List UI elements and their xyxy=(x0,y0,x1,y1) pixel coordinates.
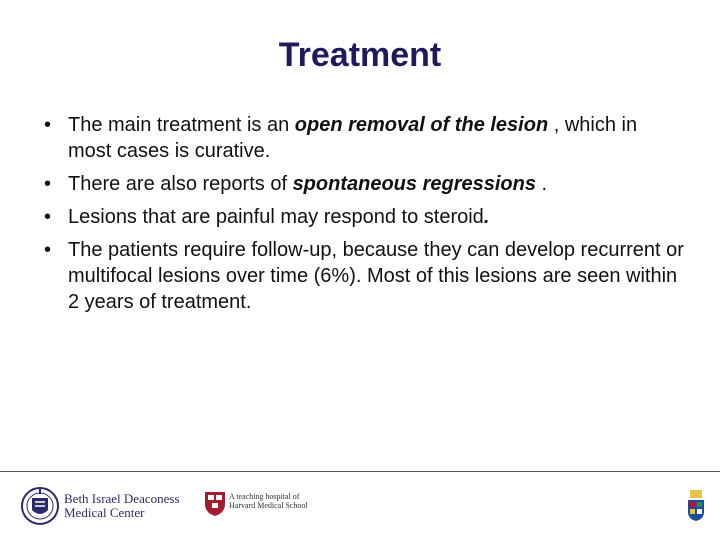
footer-divider xyxy=(0,471,720,472)
harvard-shield-icon xyxy=(204,491,226,517)
bidmc-name-line2: Medical Center xyxy=(64,505,145,520)
bullet-item xyxy=(44,112,684,164)
bullet-text: The patients require follow-up, because they can develop recurrent or multifocal lesions over time (6%). Most of this lesions are seen within 2 years of treatment. xyxy=(68,239,684,313)
harvard-line1: A teaching hospital of xyxy=(229,492,300,501)
bullet-text: The main treatment is an xyxy=(68,114,295,136)
bullet-text-end: . xyxy=(535,173,548,195)
harvard-wordmark xyxy=(229,492,308,510)
bullet-text-end: , which in most cases is curative. xyxy=(68,114,638,162)
harvard-line2: Harvard Medical School xyxy=(229,501,308,510)
bullet-emphasis: spontaneous regressions xyxy=(292,173,536,195)
bidmc-wordmark xyxy=(64,492,180,520)
bullet-emphasis: . xyxy=(483,206,490,228)
bidmc-name-line1: Beth Israel Deaconess xyxy=(64,491,180,506)
bullet-item xyxy=(44,171,684,197)
institution-logo-icon xyxy=(686,488,706,522)
bullet-text: There are also reports of xyxy=(68,173,293,195)
bullet-item xyxy=(44,204,684,230)
footer xyxy=(0,478,720,538)
bullet-item xyxy=(44,237,684,315)
bidmc-logo-icon xyxy=(20,484,60,528)
bullet-emphasis: open removal of the lesion xyxy=(294,114,549,136)
bullet-list xyxy=(44,112,684,322)
slide-title: Treatment xyxy=(278,36,442,74)
bullet-text: Lesions that are painful may respond to steroid xyxy=(68,206,484,228)
